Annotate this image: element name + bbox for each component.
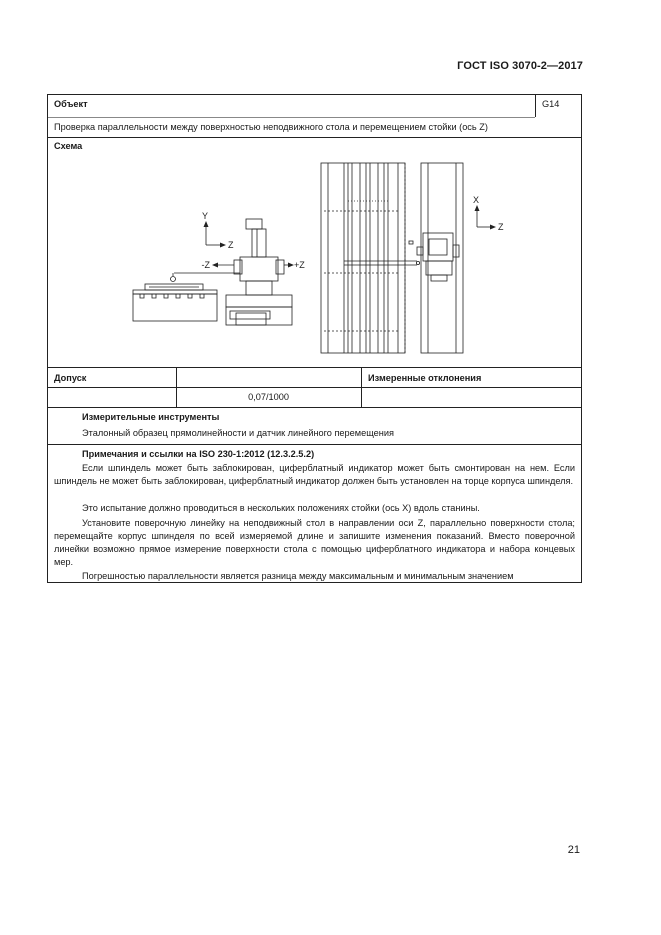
object-description: Проверка параллельности между поверхностью неподвижного стола и перемещением стойки (ось Z) bbox=[54, 122, 488, 132]
notes-paragraph-4: Погрешностью параллельности является разница между максимальным и минимальным значением bbox=[82, 571, 514, 581]
test-code: G14 bbox=[542, 99, 560, 109]
axes-indicator-left bbox=[202, 211, 234, 250]
notes-paragraph-1: Если шпиндель может быть заблокирован, циферблатный индикатор может быть смонтирован на нем. Если шпиндель не может быть заблокирован, циферблатный индикатор должен быть установлен на торце корпуса шпинделя. bbox=[54, 463, 575, 486]
notes-label: Примечания и ссылки на ISO 230-1:2012 (12.3.2.5.2) bbox=[82, 449, 315, 459]
axis-plus-z-label: +Z bbox=[294, 260, 305, 270]
scheme-diagram bbox=[48, 141, 581, 367]
axis-y-label: Y bbox=[202, 211, 209, 221]
measured-deviations-label: Измеренные отклонения bbox=[368, 373, 482, 383]
page-number: 21 bbox=[567, 844, 580, 856]
instruments-label: Измерительные инструменты bbox=[82, 412, 220, 422]
tolerance-value: 0,07/1000 bbox=[248, 392, 289, 402]
instruments-text: Эталонный образец прямолинейности и датчик линейного перемещения bbox=[82, 428, 394, 438]
document-header: ГОСТ ISO 3070-2—2017 bbox=[457, 60, 583, 72]
notes-paragraph-2: Это испытание должно проводиться в нескольких положениях стойки (ось X) вдоль станины. bbox=[82, 503, 480, 513]
axis-z-label: Z bbox=[228, 240, 234, 250]
code-divider bbox=[535, 95, 536, 117]
test-sheet-table bbox=[47, 94, 582, 583]
row-line-4 bbox=[48, 407, 581, 408]
axis-minus-z-label: -Z bbox=[201, 260, 210, 270]
row-line-2 bbox=[48, 367, 581, 368]
tolerance-label: Допуск bbox=[54, 373, 87, 383]
machine-side-view bbox=[133, 219, 305, 325]
row-line-3 bbox=[48, 387, 581, 388]
object-subline bbox=[48, 117, 535, 118]
scheme-label: Схема bbox=[54, 141, 83, 151]
axes-indicator-right bbox=[473, 195, 504, 232]
row-line-1 bbox=[48, 137, 581, 138]
machine-top-view bbox=[321, 163, 463, 353]
object-label: Объект bbox=[54, 99, 88, 109]
row-line-5 bbox=[48, 444, 581, 445]
axis-z2-label: Z bbox=[498, 222, 504, 232]
axis-x-label: X bbox=[473, 195, 480, 205]
notes-paragraph-3: Установите поверочную линейку на неподвижный стол в направлении оси Z, параллельно поверхности стола; перемещайте корпус шпинделя по всей измеряемой длине и запишите изменения показаний. Вместо поверочной линейки возможно прямое измерение поверхности стола с помощью циферблатного индикатора и набора концевых мер. bbox=[54, 518, 575, 567]
